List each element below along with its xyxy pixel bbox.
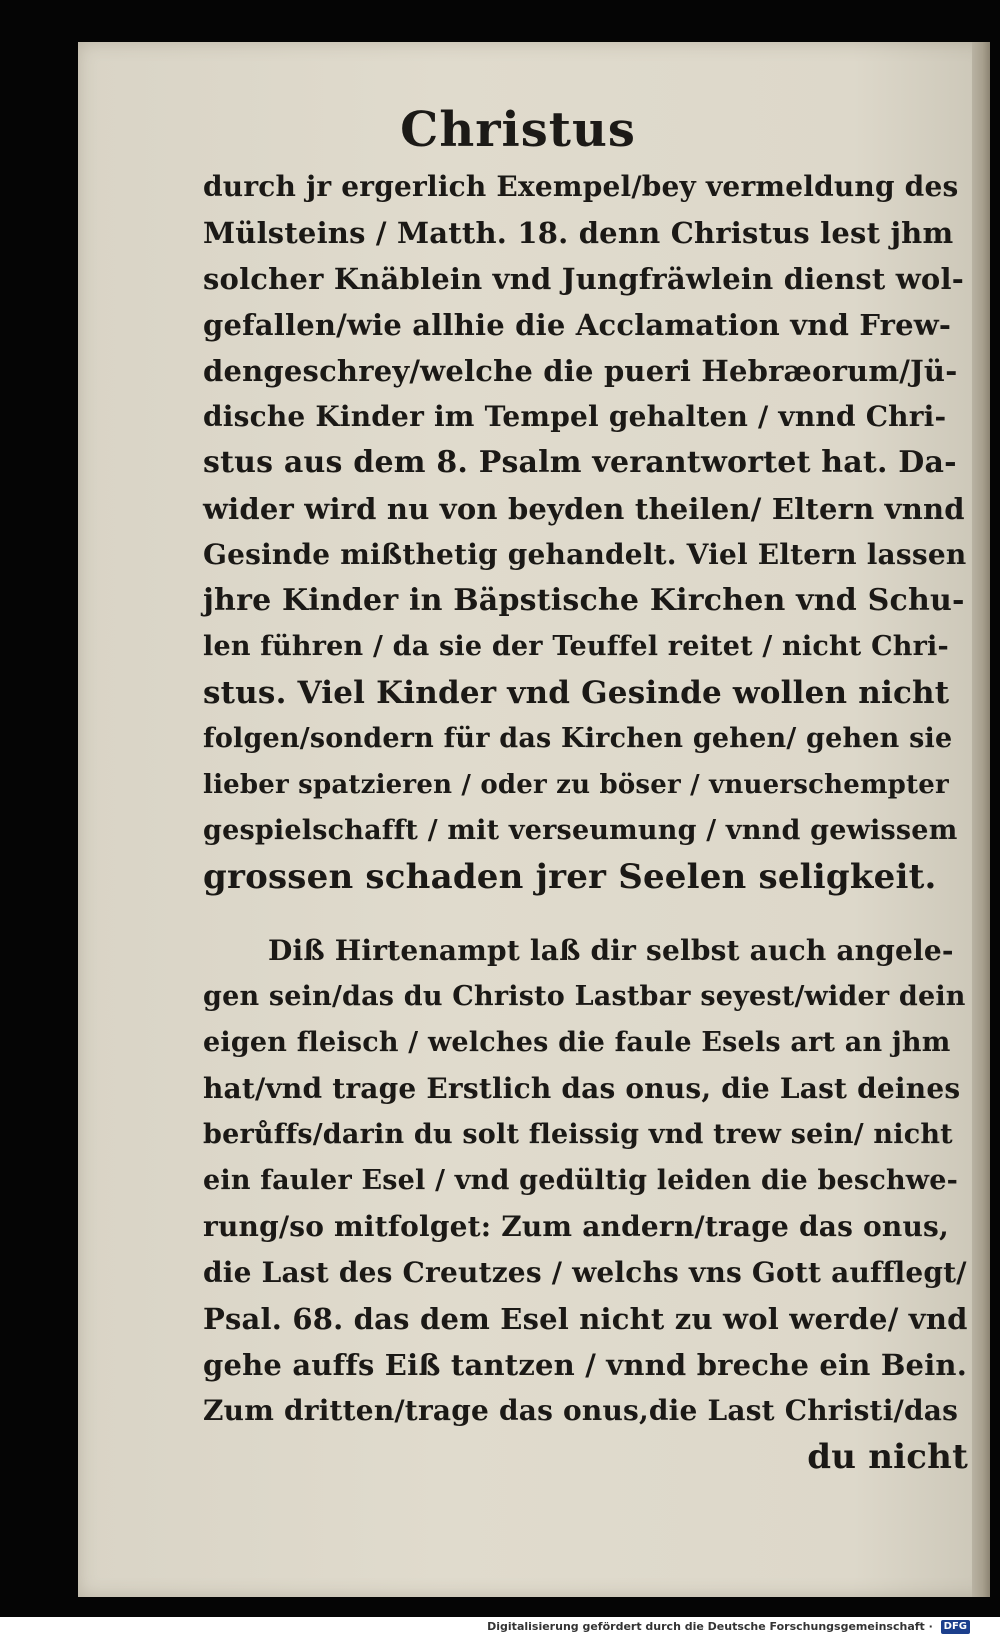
footer-credit <box>487 1618 970 1636</box>
book-page <box>78 42 990 1597</box>
text-line: die Last des Creutzes / welchs vns Gott aufflegt/ <box>203 1256 967 1289</box>
text-line: dische Kinder im Tempel gehalten / vnnd Chri- <box>203 400 947 433</box>
text-line: Diß Hirtenampt laß dir selbst auch angele- <box>268 934 954 967</box>
paragraph-gap <box>203 900 968 928</box>
text-line: hat/vnd trage Erstlich das onus, die Last deines <box>203 1072 961 1105</box>
text-line: Zum dritten/trage das onus,die Last Christi/das <box>203 1394 959 1427</box>
text-line: folgen/sondern für das Kirchen gehen/ gehen sie <box>203 723 953 754</box>
text-line: durch jr ergerlich Exempel/bey vermeldung des <box>203 170 959 203</box>
catchword: du nicht <box>807 1437 968 1477</box>
text-line: rung/so mitfolget: Zum andern/trage das onus, <box>203 1210 949 1243</box>
text-line: dengeschrey/welche die pueri Hebræorum/Jü- <box>203 354 958 388</box>
text-line: gehe auffs Eiß tantzen / vnnd breche ein Bein. <box>203 1348 968 1382</box>
text-line: jhre Kinder in Bäpstische Kirchen vnd Schu- <box>203 583 965 618</box>
text-line: solcher Knäblein vnd Jungfräwlein dienst wol- <box>203 262 964 296</box>
page-edge <box>972 42 990 1597</box>
text-line: gen sein/das du Christo Lastbar seyest/wider dein <box>203 981 966 1012</box>
text-line: len führen / da sie der Teuffel reitet / nicht Chri- <box>203 631 949 662</box>
footer-text: Digitalisierung gefördert durch die Deutsche Forschungsgemeinschaft · <box>487 1620 933 1633</box>
text-line: stus. Viel Kinder vnd Gesinde wollen nicht <box>203 675 950 711</box>
text-line: stus aus dem 8. Psalm verantwortet hat. Da- <box>203 445 957 480</box>
running-header: Christus <box>400 102 636 158</box>
text-line: ein fauler Esel / vnd gedültig leiden die beschwe- <box>203 1165 959 1196</box>
text-line: lieber spatzieren / oder zu böser / vnuerschempter <box>203 770 949 800</box>
text-line: wider wird nu von beyden theilen/ Eltern vnnd <box>203 492 965 526</box>
body-text <box>203 164 968 1480</box>
text-line: berůffs/darin du solt fleissig vnd trew sein/ nicht <box>203 1119 953 1150</box>
text-line: Psal. 68. das dem Esel nicht zu wol werde/ vnd <box>203 1302 968 1336</box>
text-line: gespielschafft / mit verseumung / vnnd gewissem <box>203 815 958 846</box>
text-line: grossen schaden jrer Seelen seligkeit. <box>203 857 937 897</box>
text-line: gefallen/wie allhie die Acclamation vnd Frew- <box>203 308 952 342</box>
text-line: Mülsteins / Matth. 18. denn Christus lest jhm <box>203 216 954 250</box>
dfg-logo-icon: DFG <box>941 1620 970 1634</box>
text-line: eigen fleisch / welches die faule Esels art an jhm <box>203 1027 951 1058</box>
text-line: Gesinde mißthetig gehandelt. Viel Eltern lassen <box>203 538 967 571</box>
